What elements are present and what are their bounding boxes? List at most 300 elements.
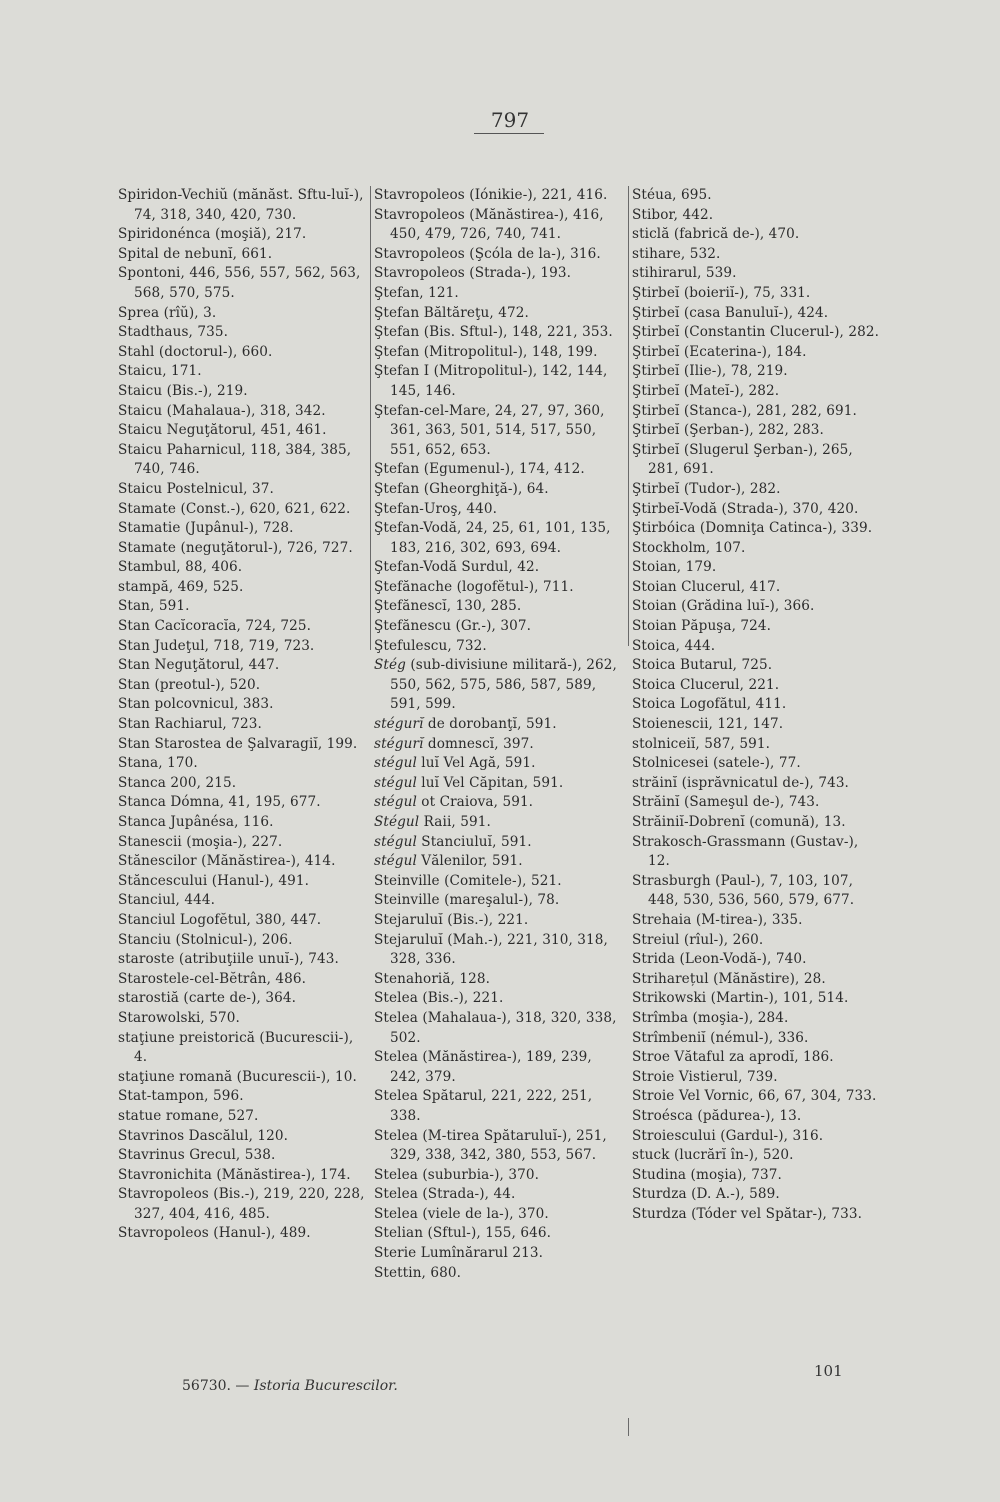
index-entry <box>374 891 624 911</box>
entry-term-italic: stégul <box>374 774 417 791</box>
index-entry <box>374 402 624 461</box>
entry-text: Stavropoleos (Iónikie-), 221, 416. <box>374 187 608 203</box>
index-entry <box>374 460 624 480</box>
entry-term-italic: stégul <box>374 833 417 850</box>
entry-text: Sturdza (D. A.-), 589. <box>632 1186 780 1203</box>
entry-text: Ştirbeĭ (casa Banuluĭ-), 424. <box>632 304 829 321</box>
entry-text: Stanescii (moşia-), 227. <box>118 833 283 850</box>
publication-title: Istoria Bucurescilor. <box>253 1378 398 1394</box>
index-entry <box>632 774 880 794</box>
index-entry <box>374 1185 624 1205</box>
entry-text: Străinĭ (Sameşul de-), 743. <box>632 794 820 811</box>
entry-text: stihirarul, 539. <box>632 265 737 282</box>
entry-text: Ştefan Băltăreţu, 472. <box>374 304 529 321</box>
index-entry <box>632 695 880 715</box>
entry-text: Stavropoleos (Mănăstirea-), 416, 450, 479, 726, 740, 741. <box>374 206 604 243</box>
entry-text: Steinville (Comitele-), 521. <box>374 872 562 889</box>
entry-text: Spiridon-Vechiŭ (mănăst. Sftu-luĭ-), 74, 318, 340, 420, 730. <box>118 187 364 223</box>
signature-number: 56730. — <box>182 1378 250 1394</box>
index-entry <box>374 970 624 990</box>
index-entry <box>374 813 624 833</box>
index-entry <box>374 735 624 755</box>
entry-text: Ştirbeĭ-Vodă (Strada-), 370, 420. <box>632 500 859 517</box>
entry-text: Stavropoleos (Hanul-), 489. <box>118 1225 311 1242</box>
index-entry <box>374 323 624 343</box>
column-divider <box>370 186 371 650</box>
index-entry <box>632 833 880 872</box>
entry-text: sticlă (fabrică de-), 470. <box>632 226 800 243</box>
entry-text: staroste (atribuţiile unuĭ-), 743. <box>118 951 339 968</box>
index-entry <box>118 735 368 755</box>
index-entry <box>118 793 368 813</box>
index-entry <box>118 500 368 520</box>
index-entry <box>632 813 880 833</box>
entry-text: Stavropoleos (Strada-), 193. <box>374 265 572 282</box>
index-entry <box>632 225 880 245</box>
index-entry <box>632 676 880 696</box>
index-entry <box>374 931 624 970</box>
index-entry <box>374 597 624 617</box>
entry-text: Stoian (Grădina luĭ-), 366. <box>632 598 815 615</box>
entry-text: Stamate (neguţătorul-), 726, 727. <box>118 539 353 556</box>
entry-term-italic: stégul <box>374 755 417 772</box>
index-entry <box>632 872 880 911</box>
entry-text: Vălenilor, 591. <box>416 853 523 870</box>
entry-text: Stanciul, 444. <box>118 892 216 909</box>
index-entry <box>118 1009 368 1029</box>
entry-term-italic: Stégul <box>374 814 420 830</box>
entry-text: Stănescilor (Mănăstirea-), 414. <box>118 853 336 870</box>
entry-text: Strîmba (moşia-), 284. <box>632 1009 789 1026</box>
index-entry <box>118 1029 368 1068</box>
entry-term-italic: stégul <box>374 794 417 811</box>
entry-text: Stenahoriă, 128. <box>374 970 491 987</box>
entry-text: Staicu Paharnicul, 118, 384, 385, 740, 746. <box>118 441 352 478</box>
index-entry <box>374 1205 624 1225</box>
index-entry <box>118 186 368 225</box>
entry-text: Ştefan (Mitropolitul-), 148, 199. <box>374 343 598 360</box>
entry-text: Ştirbeĭ (Slugerul Şerban-), 265, 281, 691. <box>632 441 853 478</box>
entry-text: statue romane, 527. <box>118 1107 259 1124</box>
entry-text: Stejaruluĭ (Mah.-), 221, 310, 318, 328, 336. <box>374 931 608 968</box>
index-entry <box>374 989 624 1009</box>
index-entry <box>632 519 880 539</box>
index-column-left <box>118 186 368 1244</box>
entry-text: Ştirbeĭ (Constantin Clucerul-), 282. <box>632 324 880 341</box>
index-entry <box>374 362 624 401</box>
entry-text: Stejaruluĭ (Bis.-), 221. <box>374 911 529 928</box>
index-entry <box>118 970 368 990</box>
entry-text: străinĭ (isprăvnicatul de-), 743. <box>632 774 849 791</box>
index-entry <box>632 989 880 1009</box>
index-entry <box>632 304 880 324</box>
index-entry <box>374 519 624 558</box>
index-entry <box>632 1127 880 1147</box>
index-entry <box>118 264 368 303</box>
index-entry <box>118 343 368 363</box>
entry-text: Starowolski, 570. <box>118 1009 240 1026</box>
index-entry <box>118 852 368 872</box>
entry-term-italic: Stég <box>374 657 406 674</box>
index-entry <box>118 715 368 735</box>
index-entry <box>118 931 368 951</box>
index-entry <box>374 284 624 304</box>
index-entry <box>632 715 880 735</box>
index-entry <box>632 343 880 363</box>
entry-text: Strakosch-Grassmann (Gustav-), 12. <box>632 833 859 870</box>
entry-text: Striharețul (Mănăstire), 28. <box>632 970 826 987</box>
entry-text: Stamate (Const.-), 620, 621, 622. <box>118 500 351 517</box>
entry-text: Stat-tampon, 596. <box>118 1088 244 1105</box>
entry-text: stolniceiĭ, 587, 591. <box>632 735 771 752</box>
footer-signature <box>182 1378 398 1394</box>
entry-text: Stelea (Bis.-), 221. <box>374 990 504 1007</box>
index-entry <box>118 1107 368 1127</box>
index-entry <box>118 617 368 637</box>
index-entry <box>374 1087 624 1126</box>
entry-text: Stoica Butarul, 725. <box>632 657 773 674</box>
entry-text: Ştirbeĭ (Stanca-), 281, 282, 691. <box>632 402 857 419</box>
index-entry <box>374 186 624 206</box>
index-entry <box>374 206 624 245</box>
index-entry <box>118 558 368 578</box>
index-entry <box>632 597 880 617</box>
entry-text: Ştefan, 121. <box>374 284 459 301</box>
index-entry <box>118 989 368 1009</box>
entry-text: Spital de nebunĭ, 661. <box>118 245 273 262</box>
entry-text: Stavrinos Dascălul, 120. <box>118 1127 289 1144</box>
entry-text: Stelea Spătarul, 221, 222, 251, 338. <box>374 1088 593 1124</box>
entry-text: Ştefan (Egumenul-), 174, 412. <box>374 461 585 478</box>
index-entry <box>118 402 368 422</box>
entry-text: (sub-divisiune militară-), 262, 550, 562, 575, 586, 587, 589, 591, 599. <box>390 657 617 713</box>
index-entry <box>632 1166 880 1186</box>
entry-text: Stoienescii, 121, 147. <box>632 716 784 733</box>
index-entry <box>632 1029 880 1049</box>
index-entry <box>118 421 368 441</box>
index-entry <box>632 931 880 951</box>
index-entry <box>374 793 624 813</box>
index-entry <box>632 186 880 206</box>
entry-term-italic: stégurĭ <box>374 735 424 752</box>
index-entry <box>374 1048 624 1087</box>
index-entry <box>632 1087 880 1107</box>
entry-text: Ştirbóica (Domniţa Catinca-), 339. <box>632 520 873 537</box>
index-entry <box>118 695 368 715</box>
entry-text: luĭ Vel Agă, 591. <box>416 755 536 772</box>
entry-text: Stettin, 680. <box>374 1264 462 1281</box>
index-entry <box>118 656 368 676</box>
index-entry <box>632 1205 880 1225</box>
index-entry <box>374 264 624 284</box>
entry-text: Stamatie (Jupânul-), 728. <box>118 520 294 537</box>
index-entry <box>118 1224 368 1244</box>
entry-text: Stan polcovnicul, 383. <box>118 696 274 713</box>
index-entry <box>374 715 624 735</box>
index-entry <box>632 441 880 480</box>
index-entry <box>118 1166 368 1186</box>
entry-text: Stockholm, 107. <box>632 539 746 556</box>
index-entry <box>632 911 880 931</box>
entry-text: Stahl (doctorul-), 660. <box>118 343 273 360</box>
index-entry <box>632 421 880 441</box>
entry-text: Stelea (viele de la-), 370. <box>374 1205 549 1222</box>
index-entry <box>632 578 880 598</box>
entry-text: Ştefan-cel-Mare, 24, 27, 97, 360, 361, 363, 501, 514, 517, 550, 551, 652, 653. <box>374 402 605 458</box>
index-column-middle <box>374 186 624 1283</box>
index-entry <box>374 558 624 578</box>
index-entry <box>632 245 880 265</box>
entry-text: stihare, 532. <box>632 245 721 262</box>
entry-text: Ştefănescĭ, 130, 285. <box>374 598 522 615</box>
index-entry <box>118 1146 368 1166</box>
entry-text: staţiune romană (Bucurescii-), 10. <box>118 1068 357 1085</box>
entry-text: Strasburgh (Paul-), 7, 103, 107, 448, 530, 536, 560, 579, 677. <box>632 872 855 909</box>
index-entry <box>118 911 368 931</box>
entry-text: Stanca Dómna, 41, 195, 677. <box>118 794 321 811</box>
entry-text: Ştirbeĭ (Mateĭ-), 282. <box>632 382 780 399</box>
entry-text: Stroie Vel Vornic, 66, 67, 304, 733. <box>632 1088 877 1105</box>
index-entry <box>118 637 368 657</box>
entry-text: Stan Cacĭcoracĭa, 724, 725. <box>118 618 312 635</box>
index-entry <box>632 206 880 226</box>
entry-text: Stroésca (pădurea-), 13. <box>632 1107 802 1124</box>
entry-text: Sterie Lumînărarul 213. <box>374 1245 544 1262</box>
index-entry <box>118 225 368 245</box>
entry-term-italic: stégurĭ <box>374 716 424 733</box>
entry-text: Stolnicesei (satele-), 77. <box>632 755 801 772</box>
entry-text: stampă, 469, 525. <box>118 578 244 595</box>
entry-text: Staicu Postelnicul, 37. <box>118 480 274 497</box>
entry-text: Steinville (mareşalul-), 78. <box>374 892 560 909</box>
entry-text: Ştirbeĭ (Tudor-), 282. <box>632 480 781 497</box>
index-entry <box>632 735 880 755</box>
index-entry <box>118 245 368 265</box>
entry-text: Stan Judeţul, 718, 719, 723. <box>118 637 315 654</box>
index-entry <box>374 1264 624 1284</box>
entry-text: Stavronichita (Mănăstirea-), 174. <box>118 1166 351 1183</box>
index-entry <box>374 1009 624 1048</box>
entry-text: Strikowski (Martin-), 101, 514. <box>632 990 849 1007</box>
entry-text: Stelea (Mahalaua-), 318, 320, 338, 502. <box>374 1009 617 1046</box>
index-entry <box>118 539 368 559</box>
entry-text: Ştirbeĭ (Ilie-), 78, 219. <box>632 363 788 380</box>
index-entry <box>118 441 368 480</box>
entry-text: Strîmbeniĭ (némul-), 336. <box>632 1029 809 1046</box>
index-entry <box>374 480 624 500</box>
index-entry <box>374 343 624 363</box>
index-entry <box>118 833 368 853</box>
entry-text: Staicu (Bis.-), 219. <box>118 382 248 399</box>
index-entry <box>118 304 368 324</box>
entry-text: Ştefănache (logofĕtul-), 711. <box>374 578 574 595</box>
entry-text: Stan Starostea de Şalvaragiĭ, 199. <box>118 735 358 752</box>
index-entry <box>374 872 624 892</box>
entry-text: Ştefan-Uroş, 440. <box>374 500 498 517</box>
index-entry <box>118 1185 368 1224</box>
sheet-number: 101 <box>814 1362 843 1380</box>
index-entry <box>632 382 880 402</box>
index-entry <box>118 891 368 911</box>
index-entry <box>632 323 880 343</box>
index-entry <box>632 539 880 559</box>
index-entry <box>374 1127 624 1166</box>
index-entry <box>118 1087 368 1107</box>
entry-text: Stambul, 88, 406. <box>118 559 243 576</box>
column-divider <box>628 1418 629 1436</box>
entry-text: Raii, 591. <box>419 814 491 830</box>
entry-text: Stoica Logofătul, 411. <box>632 696 787 713</box>
entry-text: Ştefan (Gheorghiţă-), 64. <box>374 480 549 497</box>
entry-text: Stan Rachiarul, 723. <box>118 716 262 733</box>
index-entry <box>118 774 368 794</box>
index-entry <box>632 362 880 382</box>
column-divider <box>628 186 629 646</box>
entry-text: Ştefan I (Mitropolitul-), 142, 144, 145, 146. <box>374 363 608 399</box>
index-entry <box>632 637 880 657</box>
entry-text: Ştefan-Vodă, 24, 25, 61, 101, 135, 183, 216, 302, 693, 694. <box>374 520 611 556</box>
index-entry <box>118 1127 368 1147</box>
index-entry <box>374 304 624 324</box>
index-entry <box>374 500 624 520</box>
entry-text: Ştirbeĭ (Şerban-), 282, 283. <box>632 422 824 439</box>
entry-text: Stan Neguţătorul, 447. <box>118 657 280 674</box>
index-entry <box>632 656 880 676</box>
entry-text: Stanciul Logofĕtul, 380, 447. <box>118 911 322 928</box>
index-column-right <box>632 186 880 1224</box>
entry-term-italic: stégul <box>374 853 417 870</box>
index-entry <box>374 754 624 774</box>
index-entry <box>118 872 368 892</box>
entry-text: Stroe Vătaful za aprodĭ, 186. <box>632 1049 834 1066</box>
page-number-rule <box>474 133 544 134</box>
index-entry <box>118 1068 368 1088</box>
index-entry <box>118 813 368 833</box>
entry-text: Spontoni, 446, 556, 557, 562, 563, 568, 570, 575. <box>118 265 361 301</box>
entry-text: Streiul (rîul-), 260. <box>632 931 764 948</box>
entry-text: Stoian Păpuşa, 724. <box>632 618 772 635</box>
entry-text: Ştirbeĭ (boieriĭ-), 75, 331. <box>632 284 811 301</box>
index-entry <box>118 578 368 598</box>
entry-text: Staicu (Mahalaua-), 318, 342. <box>118 402 326 419</box>
entry-text: Strida (Leon-Vodă-), 740. <box>632 951 807 968</box>
index-entry <box>118 323 368 343</box>
entry-text: Stanca 200, 215. <box>118 774 237 791</box>
index-entry <box>374 911 624 931</box>
entry-text: Stan (preotul-), 520. <box>118 676 261 693</box>
index-entry <box>632 284 880 304</box>
entry-text: Stoian, 179. <box>632 559 717 576</box>
index-entry <box>632 950 880 970</box>
index-entry <box>118 362 368 382</box>
entry-text: Stanciuluĭ, 591. <box>416 833 532 850</box>
entry-text: staţiune preistorică (Bucurescii-), 4. <box>118 1029 354 1066</box>
index-entry <box>118 950 368 970</box>
index-entry <box>632 1009 880 1029</box>
entry-text: Strehaia (M-tirea-), 335. <box>632 911 803 928</box>
index-entry <box>632 793 880 813</box>
index-entry <box>632 754 880 774</box>
entry-text: Sturdza (Tóder vel Spătar-), 733. <box>632 1205 863 1222</box>
entry-text: Spiridonénca (moşiă), 217. <box>118 226 307 243</box>
index-entry <box>374 1244 624 1264</box>
entry-text: Stoica Clucerul, 221. <box>632 676 780 693</box>
entry-text: Stelea (suburbia-), 370. <box>374 1166 539 1183</box>
entry-text: ot Craiova, 591. <box>416 794 534 811</box>
entry-text: Stavrinus Grecul, 538. <box>118 1147 276 1164</box>
entry-text: Stăncescului (Hanul-), 491. <box>118 872 310 889</box>
entry-text: Străiniĭ-Dobrenĭ (comună), 13. <box>632 814 846 830</box>
entry-text: Stavropoleos (Şcóla de la-), 316. <box>374 245 601 262</box>
index-entry <box>632 1185 880 1205</box>
index-entry <box>632 402 880 422</box>
entry-text: Ştefulescu, 732. <box>374 637 487 654</box>
index-entry <box>118 754 368 774</box>
entry-text: Staicu, 171. <box>118 363 202 380</box>
entry-text: Ştefănescu (Gr.-), 307. <box>374 618 532 635</box>
entry-text: Stelea (Strada-), 44. <box>374 1186 516 1203</box>
entry-text: Stroiescului (Gardul-), 316. <box>632 1127 824 1144</box>
index-entry <box>632 558 880 578</box>
entry-text: Stanciu (Stolnicul-), 206. <box>118 931 293 948</box>
index-entry <box>118 382 368 402</box>
index-entry <box>632 480 880 500</box>
entry-text: Stavropoleos (Bis.-), 219, 220, 228, 327, 404, 416, 485. <box>118 1186 365 1222</box>
index-entry <box>374 1166 624 1186</box>
index-entry <box>118 519 368 539</box>
entry-text: Starostele-cel-Bĕtrân, 486. <box>118 970 307 987</box>
index-entry <box>374 637 624 657</box>
index-entry <box>632 1107 880 1127</box>
entry-text: Stanca Jupânésa, 116. <box>118 814 274 830</box>
index-entry <box>632 617 880 637</box>
entry-text: Stadthaus, 735. <box>118 324 229 341</box>
entry-text: Studina (moşia), 737. <box>632 1166 782 1183</box>
entry-text: de dorobanţĭ, 591. <box>423 716 557 733</box>
index-entry <box>632 1048 880 1068</box>
entry-text: Sprea (rîŭ), 3. <box>118 304 217 321</box>
index-entry <box>374 245 624 265</box>
entry-text: Stelian (Sftul-), 155, 646. <box>374 1225 552 1242</box>
index-entry <box>374 656 624 715</box>
index-entry <box>374 833 624 853</box>
entry-text: starostiă (carte de-), 364. <box>118 990 297 1007</box>
entry-text: Stroie Vistierul, 739. <box>632 1068 778 1085</box>
entry-text: Staicu Neguţătorul, 451, 461. <box>118 422 327 439</box>
index-entry <box>632 1068 880 1088</box>
entry-text: Stoica, 444. <box>632 637 716 654</box>
entry-text: Stan, 591. <box>118 598 190 615</box>
index-entry <box>374 617 624 637</box>
index-entry <box>118 676 368 696</box>
index-entry <box>374 578 624 598</box>
entry-text: Stibor, 442. <box>632 206 714 223</box>
index-entry <box>632 1146 880 1166</box>
entry-text: stuck (lucrărĭ în-), 520. <box>632 1147 794 1164</box>
entry-text: Stelea (M-tirea Spătaruluĭ-), 251, 329, 338, 342, 380, 553, 567. <box>374 1127 607 1164</box>
index-entry <box>632 500 880 520</box>
index-entry <box>632 970 880 990</box>
entry-text: luĭ Vel Căpitan, 591. <box>416 774 564 791</box>
entry-text: Ştirbeĭ (Ecaterina-), 184. <box>632 343 807 360</box>
entry-text: Ştefan (Bis. Sftul-), 148, 221, 353. <box>374 324 613 341</box>
entry-text: Ştefan-Vodă Surdul, 42. <box>374 559 540 576</box>
entry-text: Stelea (Mănăstirea-), 189, 239, 242, 379. <box>374 1049 592 1085</box>
index-entry <box>374 1224 624 1244</box>
entry-text: Stéua, 695. <box>632 187 712 203</box>
index-entry <box>632 264 880 284</box>
index-entry <box>374 852 624 872</box>
